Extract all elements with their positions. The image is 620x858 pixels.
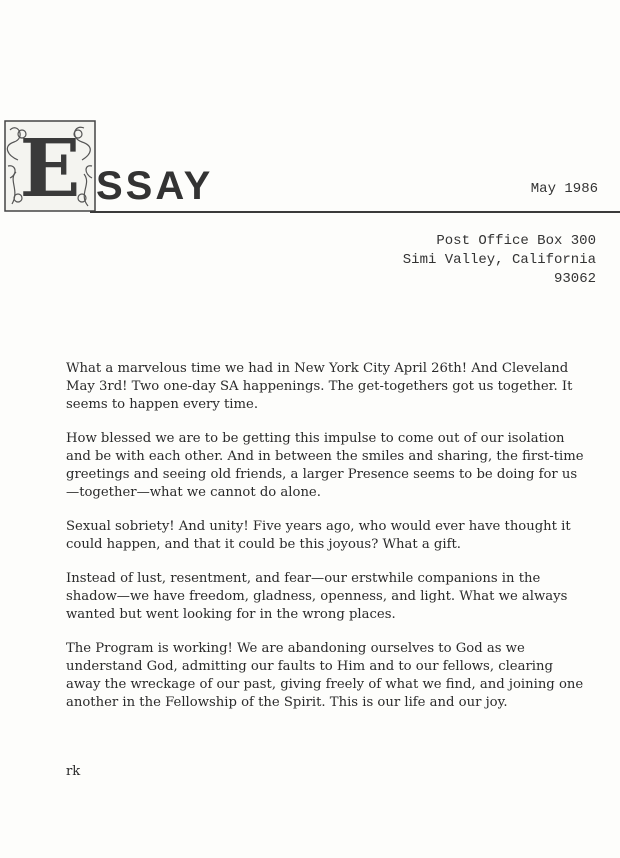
issue-date: May 1986 (530, 181, 598, 197)
paragraph: How blessed we are to be getting this impulse to come out of our isolation and be with each other. And in between the smiles and sharing, the first-time greetings and seeing old friends, a larger Presence seems to be doing for us—together—what we cannot do alone. (66, 431, 584, 500)
paragraph: Instead of lust, resentment, and fear—our erstwhile companions in the shadow—we have freedom, gladness, openness, and light. What we always wanted but went looking for in the wrong places. (66, 571, 568, 622)
paragraph: Sexual sobriety! And unity! Five years ago, who would ever have thought it could happen, and that it could be this joyous? What a gift. (66, 519, 571, 552)
masthead-rule (90, 211, 620, 213)
address-line: 93062 (553, 271, 596, 287)
svg-text:E: E (19, 121, 81, 212)
essay-body (66, 360, 586, 728)
author-initials: rk (66, 764, 81, 779)
masthead (0, 118, 620, 218)
paragraph: The Program is working! We are abandoning ourselves to God as we understand God, admitting our faults to Him and to our fellows, clearing away the wreckage of our past, giving freely of what we find, and joining one another in the Fellowship of the Spirit. This is our life and our joy. (66, 641, 584, 710)
address-line: Post Office Box 300 (436, 233, 596, 249)
ornate-initial-e (4, 120, 96, 212)
masthead-title: SSAY (96, 164, 214, 208)
paragraph: What a marvelous time we had in New York City April 26th! And Cleveland May 3rd! Two one-day SA happenings. The get-togethers got us together. It seems to happen every time. (66, 361, 573, 412)
address-line: Simi Valley, California (402, 252, 596, 268)
mailing-address (403, 232, 596, 289)
